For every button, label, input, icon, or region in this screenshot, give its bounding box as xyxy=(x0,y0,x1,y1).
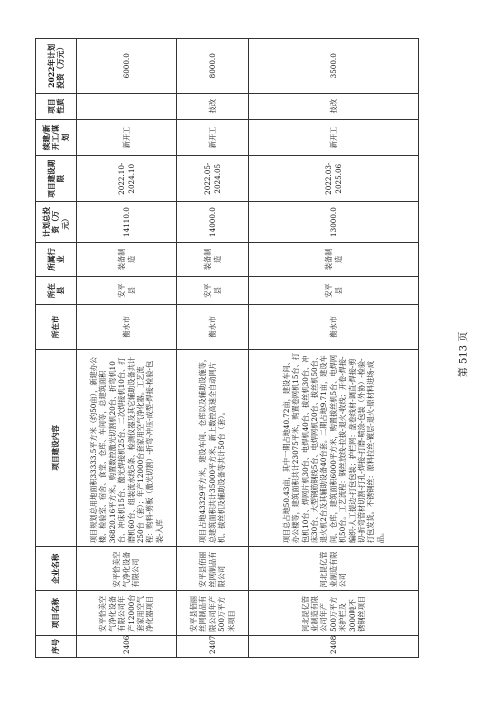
cell-status: 新开工 xyxy=(177,119,249,155)
header-nature: 项目性质 xyxy=(36,93,77,119)
page-number: 第 513 页 xyxy=(458,331,470,378)
cell-project-name: 安平县佰丽丝网制品有限公司年产500万平方米项目 xyxy=(177,591,249,635)
project-table xyxy=(35,38,419,658)
cell-period: 2022.03-2025.06 xyxy=(249,156,419,202)
table-header-row xyxy=(36,39,77,658)
cell-industry: 装备制造 xyxy=(249,242,419,276)
cell-inv-2022: 6000.0 xyxy=(77,39,177,94)
cell-industry: 装备制造 xyxy=(77,242,177,276)
header-seq: 序号 xyxy=(36,635,77,657)
table-row xyxy=(249,39,419,658)
header-city: 所在市 xyxy=(36,305,77,349)
cell-company: 安平县佰丽丝网制品有限公司 xyxy=(177,547,249,591)
cell-status: 新开工 xyxy=(77,119,177,155)
cell-company: 安平恰美空气净化设备有限公司 xyxy=(77,547,177,591)
cell-seq: 2406 xyxy=(77,635,177,657)
header-industry: 所属行业 xyxy=(36,242,77,276)
cell-inv-2022: 8000.0 xyxy=(177,39,249,94)
cell-nature: 技改 xyxy=(177,93,249,119)
cell-nature: 技改 xyxy=(249,93,419,119)
cell-investment: 13000.0 xyxy=(249,202,419,242)
table-row xyxy=(177,39,249,658)
cell-status: 新开工 xyxy=(249,119,419,155)
header-county: 所在县 xyxy=(36,276,77,304)
cell-county: 安平县 xyxy=(77,276,177,304)
cell-period: 2022.05-2024.05 xyxy=(177,156,249,202)
cell-investment: 14000.0 xyxy=(177,202,249,242)
cell-project-name: 安平恰美空气净化设备有限公司年产12000台套家用空气净化器项目 xyxy=(77,591,177,635)
header-status: 续建/新开工/谋划 xyxy=(36,119,77,155)
table-row xyxy=(77,39,177,658)
header-investment: 计划总投资（万元） xyxy=(36,202,77,242)
cell-seq: 2408 xyxy=(249,635,419,657)
cell-nature xyxy=(77,93,177,119)
cell-inv-2022: 3500.0 xyxy=(249,39,419,94)
cell-county: 安平县 xyxy=(177,276,249,304)
cell-content: 项目占地43329平方米，建设车间、仓库以及辅助设施等，总建筑面积共计35000平方米，新上数控高速全自动网片机、拔丝机及辅助设备等共计50台（套）。 xyxy=(177,349,249,547)
cell-city: 衡水市 xyxy=(249,305,419,349)
cell-content: 项目总占地50.43亩，其中一期占地40.72亩，建设车间、办公楼等，建筑面积共计23075平米，购置卷网机15台、打包机10台、焊网片机30台、电焊机40台、拔丝机30台、冲床30台、大型钢筋钢线5台、电焊网机20台、拔丝机50台、退火机2台及其辅助设备40台套。二期占地9.71亩，建设车间、仓库，建筑面积6000平方米，购置拔丝机5台、电焊网机50台。工艺流程：钢丝放线-拉拔-退火-收线；开卷-焊接-编织-人工提边-打包包装；护栏网：盘卷线材-调直-焊接-剪切-折弯管材切割-打孔-焊接-打磨-喷涂-包装（外协）-检验-打包发货。不锈钢丝：原料拉丝-镀层-退火-原材料进场-成品。 xyxy=(249,349,419,547)
cell-content: 项目规划总用地面积33333.5平方米（约50亩），新建办公楼、检验室、宿舍、食堂、仓库、车间等，总建筑面积36820.16平方米。购置数控激光切割机20台、折弯机10台、冲床机15台、激光焊接机25台、二次焊接机10台、打磨机60台、组装流水线5条、检测仪器及其它辅助设备共计250台（套）；年产12000台套家用空气净化器。工艺流程：购料-剪板（激光切割）-折弯-冲压-成型-焊接-检验-包装-入库 xyxy=(77,349,177,547)
header-project-name: 项目名称 xyxy=(36,591,77,635)
cell-county: 安平县 xyxy=(249,276,419,304)
header-period: 项目建设期限 xyxy=(36,156,77,202)
cell-period: 2022.10-2024.10 xyxy=(77,156,177,202)
cell-city: 衡水市 xyxy=(177,305,249,349)
header-content: 项目建设内容 xyxy=(36,349,77,547)
cell-investment: 14110.0 xyxy=(77,202,177,242)
cell-seq: 2407 xyxy=(177,635,249,657)
cell-industry: 装备制造 xyxy=(177,242,249,276)
rotated-table-wrapper xyxy=(35,38,415,658)
cell-company: 河北昆亿管业制造有限公司 xyxy=(249,547,419,591)
header-inv-2022: 2022年计划投资（万元） xyxy=(36,39,77,94)
cell-project-name: 河北昆亿管业制造有限公司年产500万平方米护栏及3000吨不锈钢丝项目 xyxy=(249,591,419,635)
header-company: 企业名称 xyxy=(36,547,77,591)
cell-city: 衡水市 xyxy=(77,305,177,349)
